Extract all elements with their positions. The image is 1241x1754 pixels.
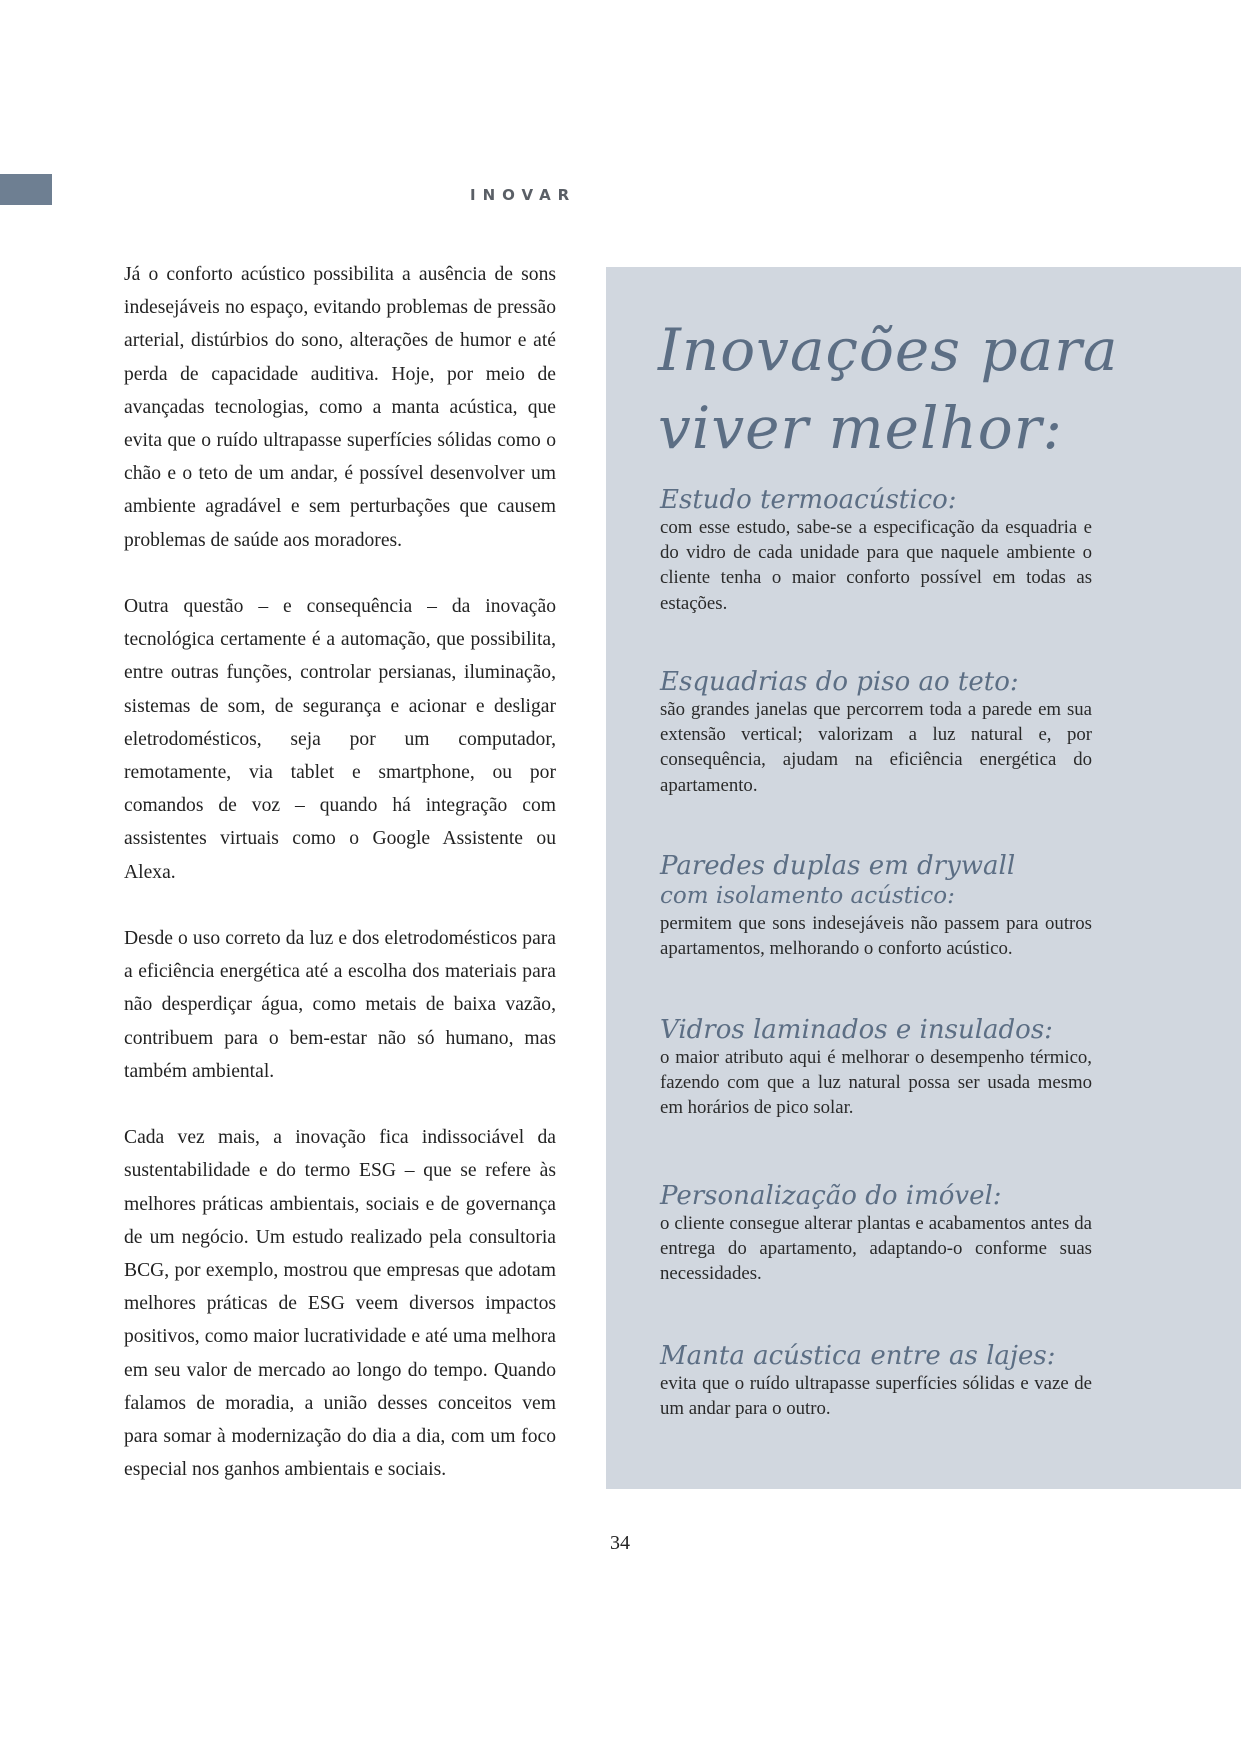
section-header: INOVAR <box>470 186 577 204</box>
item-text: o maior atributo aqui é melhorar o desempenho térmico, fazendo com que a luz natural possa ser usada mesmo em horários de pico solar. <box>660 1047 1092 1119</box>
item-title-line-2: com isolamento acústico: <box>660 883 955 909</box>
body-paragraph-4: Cada vez mais, a inovação fica indissociável da sustentabilidade e do termo ESG – que se refere às melhores práticas ambientais, sociais e de governança de um negócio. Um estudo realizado pela consultoria BCG, por exemplo, mostrou que empresas que adotam melhores práticas de ESG veem diversos impactos positivos, como maior lucratividade e até uma melhora em seu valor de mercado ao longo do tempo. Quando falamos de moradia, a união desses conceitos vem para somar à modernização do dia a dia, com um foco especial nos ganhos ambientais e sociais. <box>124 1127 556 1481</box>
innovation-item-4 <box>660 1015 1092 1121</box>
sidebar-title <box>658 311 1178 467</box>
body-paragraph-2: Outra questão – e consequência – da inovação tecnológica certamente é a automação, que possibilita, entre outras funções, controlar persianas, iluminação, sistemas de som, de segurança e acionar e desligar eletrodomésticos, seja por um computador, remotamente, via tablet e smartphone, ou por comandos de voz – quando há integração com assistentes virtuais como o Google Assistente ou Alexa. <box>124 596 556 883</box>
item-title: Vidros laminados e insulados: <box>660 1015 1053 1045</box>
innovation-item-5 <box>660 1181 1092 1287</box>
item-text: com esse estudo, sabe-se a especificação da esquadria e do vidro de cada unidade para que naquele ambiente o cliente tenha o maior conforto possível em todas as estações. <box>660 517 1092 614</box>
item-title: Paredes duplas em drywall <box>660 851 1016 881</box>
item-title: Esquadrias do piso ao teto: <box>660 667 1019 697</box>
innovation-item-2 <box>660 667 1092 798</box>
innovation-item-3 <box>660 851 1092 961</box>
item-text: permitem que sons indesejáveis não passem para outros apartamentos, melhorando o conforto acústico. <box>660 913 1092 960</box>
sidebar-title-line-1: Inovações para <box>658 316 1119 384</box>
innovation-item-6 <box>660 1341 1092 1421</box>
item-text: são grandes janelas que percorrem toda a parede em sua extensão vertical; valorizam a luz natural e, por consequência, ajudam na eficiência energética do apartamento. <box>660 699 1092 796</box>
item-title: Manta acústica entre as lajes: <box>660 1341 1056 1371</box>
item-text: o cliente consegue alterar plantas e acabamentos antes da entrega do apartamento, adaptando-o conforme suas necessidades. <box>660 1213 1092 1285</box>
page-number: 34 <box>610 1532 630 1554</box>
body-paragraph-3: Desde o uso correto da luz e dos eletrodomésticos para a eficiência energética até a escolha dos materiais para não desperdiçar água, como metais de baixa vazão, contribuem para o bem-estar não só humano, mas também ambiental. <box>124 928 556 1082</box>
innovation-item-1 <box>660 485 1092 616</box>
item-title: Estudo termoacústico: <box>660 485 957 515</box>
section-tab-marker <box>0 174 52 205</box>
item-text: evita que o ruído ultrapasse superfícies sólidas e vaze de um andar para o outro. <box>660 1373 1092 1420</box>
sidebar-title-line-2: viver melhor: <box>658 394 1063 462</box>
body-paragraph-1: Já o conforto acústico possibilita a ausência de sons indesejáveis no espaço, evitando problemas de pressão arterial, distúrbios do sono, alterações de humor e até perda de capacidade auditiva. Hoje, por meio de avançadas tecnologias, como a manta acústica, que evita que o ruído ultrapasse superfícies sólidas como o chão e o teto de um andar, é possível desenvolver um ambiente agradável e sem perturbações que causem problemas de saúde aos moradores. <box>124 264 556 551</box>
item-title: Personalização do imóvel: <box>660 1181 1002 1211</box>
innovations-sidebar <box>606 267 1241 1489</box>
main-text-column <box>124 258 556 1520</box>
